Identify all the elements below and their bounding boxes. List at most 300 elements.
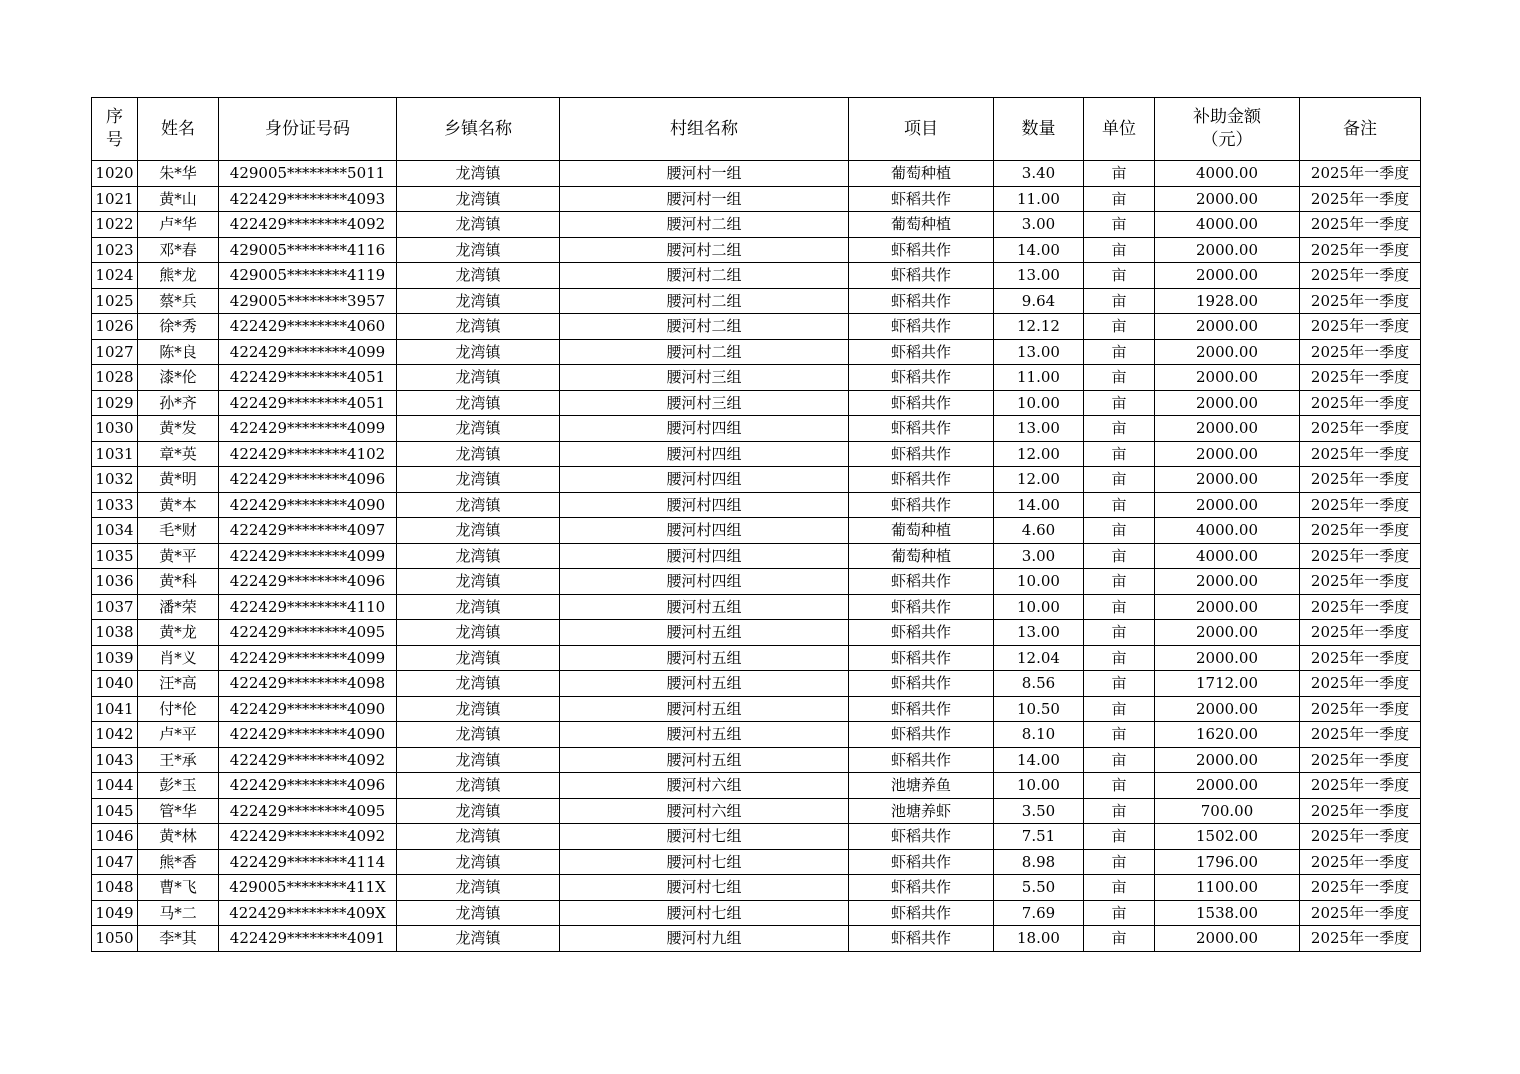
cell-village: 腰河村二组 [560, 237, 849, 263]
cell-remark: 2025年一季度 [1300, 212, 1421, 238]
cell-unit: 亩 [1084, 849, 1155, 875]
cell-project: 虾稻共作 [849, 824, 994, 850]
cell-id-number: 422429********4099 [219, 543, 397, 569]
table-row [92, 288, 1421, 314]
cell-seq: 1038 [92, 620, 138, 646]
table-row [92, 237, 1421, 263]
cell-project: 虾稻共作 [849, 339, 994, 365]
cell-id-number: 422429********4096 [219, 773, 397, 799]
cell-quantity: 3.40 [994, 161, 1084, 187]
cell-amount: 2000.00 [1155, 441, 1300, 467]
cell-quantity: 4.60 [994, 518, 1084, 544]
cell-amount: 2000.00 [1155, 339, 1300, 365]
cell-project: 葡萄种植 [849, 518, 994, 544]
cell-seq: 1028 [92, 365, 138, 391]
cell-town: 龙湾镇 [397, 569, 560, 595]
table-row [92, 773, 1421, 799]
subsidy-table [91, 97, 1421, 952]
cell-unit: 亩 [1084, 900, 1155, 926]
cell-village: 腰河村五组 [560, 696, 849, 722]
cell-remark: 2025年一季度 [1300, 288, 1421, 314]
cell-amount: 2000.00 [1155, 314, 1300, 340]
table-row [92, 339, 1421, 365]
table-row [92, 722, 1421, 748]
cell-seq: 1029 [92, 390, 138, 416]
cell-project: 虾稻共作 [849, 186, 994, 212]
cell-name: 李*其 [138, 926, 219, 952]
table-row [92, 212, 1421, 238]
cell-quantity: 11.00 [994, 365, 1084, 391]
table-row [92, 441, 1421, 467]
cell-town: 龙湾镇 [397, 467, 560, 493]
cell-unit: 亩 [1084, 671, 1155, 697]
cell-amount: 2000.00 [1155, 365, 1300, 391]
cell-amount: 2000.00 [1155, 263, 1300, 289]
cell-quantity: 10.50 [994, 696, 1084, 722]
cell-unit: 亩 [1084, 161, 1155, 187]
header-quantity: 数量 [994, 98, 1084, 161]
cell-seq: 1025 [92, 288, 138, 314]
table-row [92, 798, 1421, 824]
cell-seq: 1026 [92, 314, 138, 340]
cell-unit: 亩 [1084, 263, 1155, 289]
cell-unit: 亩 [1084, 824, 1155, 850]
cell-town: 龙湾镇 [397, 824, 560, 850]
cell-unit: 亩 [1084, 467, 1155, 493]
cell-id-number: 422429********4097 [219, 518, 397, 544]
cell-remark: 2025年一季度 [1300, 671, 1421, 697]
cell-village: 腰河村二组 [560, 339, 849, 365]
cell-name: 熊*香 [138, 849, 219, 875]
cell-id-number: 422429********4099 [219, 339, 397, 365]
cell-quantity: 12.04 [994, 645, 1084, 671]
cell-remark: 2025年一季度 [1300, 900, 1421, 926]
cell-id-number: 422429********4060 [219, 314, 397, 340]
cell-remark: 2025年一季度 [1300, 594, 1421, 620]
cell-seq: 1042 [92, 722, 138, 748]
cell-unit: 亩 [1084, 747, 1155, 773]
cell-town: 龙湾镇 [397, 849, 560, 875]
cell-name: 曹*飞 [138, 875, 219, 901]
cell-id-number: 422429********4099 [219, 645, 397, 671]
cell-quantity: 8.56 [994, 671, 1084, 697]
cell-id-number: 422429********409X [219, 900, 397, 926]
header-seq-line2: 号 [106, 130, 123, 150]
table-row [92, 263, 1421, 289]
cell-village: 腰河村四组 [560, 518, 849, 544]
cell-amount: 1100.00 [1155, 875, 1300, 901]
cell-amount: 1796.00 [1155, 849, 1300, 875]
cell-id-number: 422429********4090 [219, 696, 397, 722]
cell-seq: 1023 [92, 237, 138, 263]
cell-quantity: 7.51 [994, 824, 1084, 850]
cell-seq: 1047 [92, 849, 138, 875]
cell-town: 龙湾镇 [397, 594, 560, 620]
cell-amount: 2000.00 [1155, 492, 1300, 518]
table-row [92, 390, 1421, 416]
cell-quantity: 10.00 [994, 569, 1084, 595]
cell-name: 徐*秀 [138, 314, 219, 340]
cell-village: 腰河村五组 [560, 671, 849, 697]
cell-amount: 2000.00 [1155, 594, 1300, 620]
cell-town: 龙湾镇 [397, 722, 560, 748]
cell-town: 龙湾镇 [397, 186, 560, 212]
cell-town: 龙湾镇 [397, 288, 560, 314]
cell-name: 黄*科 [138, 569, 219, 595]
cell-amount: 4000.00 [1155, 212, 1300, 238]
cell-village: 腰河村一组 [560, 186, 849, 212]
cell-project: 葡萄种植 [849, 212, 994, 238]
cell-name: 黄*龙 [138, 620, 219, 646]
cell-id-number: 422429********4090 [219, 492, 397, 518]
cell-unit: 亩 [1084, 594, 1155, 620]
cell-unit: 亩 [1084, 416, 1155, 442]
cell-amount: 2000.00 [1155, 747, 1300, 773]
table-row [92, 492, 1421, 518]
cell-project: 虾稻共作 [849, 492, 994, 518]
cell-unit: 亩 [1084, 339, 1155, 365]
cell-project: 虾稻共作 [849, 875, 994, 901]
cell-remark: 2025年一季度 [1300, 773, 1421, 799]
cell-unit: 亩 [1084, 186, 1155, 212]
cell-project: 虾稻共作 [849, 645, 994, 671]
cell-remark: 2025年一季度 [1300, 161, 1421, 187]
header-project: 项目 [849, 98, 994, 161]
cell-remark: 2025年一季度 [1300, 314, 1421, 340]
cell-town: 龙湾镇 [397, 543, 560, 569]
cell-quantity: 5.50 [994, 875, 1084, 901]
cell-name: 毛*财 [138, 518, 219, 544]
cell-project: 虾稻共作 [849, 900, 994, 926]
cell-remark: 2025年一季度 [1300, 620, 1421, 646]
cell-project: 虾稻共作 [849, 671, 994, 697]
cell-quantity: 14.00 [994, 747, 1084, 773]
cell-remark: 2025年一季度 [1300, 467, 1421, 493]
cell-town: 龙湾镇 [397, 212, 560, 238]
cell-seq: 1050 [92, 926, 138, 952]
cell-project: 虾稻共作 [849, 569, 994, 595]
cell-project: 葡萄种植 [849, 161, 994, 187]
header-village: 村组名称 [560, 98, 849, 161]
cell-project: 葡萄种植 [849, 543, 994, 569]
cell-town: 龙湾镇 [397, 900, 560, 926]
cell-village: 腰河村二组 [560, 314, 849, 340]
cell-unit: 亩 [1084, 212, 1155, 238]
cell-name: 付*伦 [138, 696, 219, 722]
header-amount-line2: （元） [1201, 130, 1253, 150]
cell-quantity: 3.00 [994, 212, 1084, 238]
cell-quantity: 12.12 [994, 314, 1084, 340]
cell-village: 腰河村五组 [560, 620, 849, 646]
cell-amount: 1502.00 [1155, 824, 1300, 850]
cell-town: 龙湾镇 [397, 696, 560, 722]
cell-village: 腰河村二组 [560, 288, 849, 314]
cell-id-number: 422429********4096 [219, 467, 397, 493]
cell-remark: 2025年一季度 [1300, 518, 1421, 544]
cell-name: 邓*春 [138, 237, 219, 263]
cell-name: 章*英 [138, 441, 219, 467]
cell-town: 龙湾镇 [397, 339, 560, 365]
cell-quantity: 11.00 [994, 186, 1084, 212]
cell-project: 虾稻共作 [849, 594, 994, 620]
table-row [92, 875, 1421, 901]
cell-unit: 亩 [1084, 518, 1155, 544]
cell-unit: 亩 [1084, 722, 1155, 748]
cell-name: 彭*玉 [138, 773, 219, 799]
cell-amount: 2000.00 [1155, 773, 1300, 799]
cell-amount: 4000.00 [1155, 518, 1300, 544]
cell-town: 龙湾镇 [397, 441, 560, 467]
cell-amount: 2000.00 [1155, 390, 1300, 416]
cell-unit: 亩 [1084, 696, 1155, 722]
cell-village: 腰河村三组 [560, 390, 849, 416]
table-row [92, 467, 1421, 493]
cell-town: 龙湾镇 [397, 773, 560, 799]
cell-id-number: 429005********3957 [219, 288, 397, 314]
cell-amount: 2000.00 [1155, 237, 1300, 263]
cell-quantity: 3.00 [994, 543, 1084, 569]
cell-village: 腰河村七组 [560, 824, 849, 850]
cell-remark: 2025年一季度 [1300, 237, 1421, 263]
cell-project: 池塘养鱼 [849, 773, 994, 799]
header-unit: 单位 [1084, 98, 1155, 161]
table-row [92, 645, 1421, 671]
cell-town: 龙湾镇 [397, 416, 560, 442]
cell-unit: 亩 [1084, 645, 1155, 671]
cell-village: 腰河村七组 [560, 875, 849, 901]
cell-town: 龙湾镇 [397, 747, 560, 773]
header-name: 姓名 [138, 98, 219, 161]
cell-name: 黄*平 [138, 543, 219, 569]
cell-project: 虾稻共作 [849, 263, 994, 289]
cell-unit: 亩 [1084, 926, 1155, 952]
cell-name: 漆*伦 [138, 365, 219, 391]
cell-unit: 亩 [1084, 441, 1155, 467]
cell-id-number: 429005********5011 [219, 161, 397, 187]
cell-name: 黄*林 [138, 824, 219, 850]
cell-seq: 1020 [92, 161, 138, 187]
cell-town: 龙湾镇 [397, 875, 560, 901]
cell-seq: 1027 [92, 339, 138, 365]
cell-name: 熊*龙 [138, 263, 219, 289]
table-row [92, 620, 1421, 646]
cell-name: 黄*明 [138, 467, 219, 493]
cell-name: 黄*本 [138, 492, 219, 518]
cell-amount: 2000.00 [1155, 696, 1300, 722]
cell-quantity: 14.00 [994, 492, 1084, 518]
cell-amount: 2000.00 [1155, 620, 1300, 646]
cell-id-number: 422429********4093 [219, 186, 397, 212]
cell-quantity: 10.00 [994, 594, 1084, 620]
table-row [92, 314, 1421, 340]
cell-project: 虾稻共作 [849, 365, 994, 391]
cell-village: 腰河村五组 [560, 747, 849, 773]
cell-town: 龙湾镇 [397, 263, 560, 289]
cell-remark: 2025年一季度 [1300, 747, 1421, 773]
cell-id-number: 422429********4095 [219, 798, 397, 824]
cell-remark: 2025年一季度 [1300, 186, 1421, 212]
cell-quantity: 12.00 [994, 467, 1084, 493]
cell-remark: 2025年一季度 [1300, 645, 1421, 671]
cell-project: 虾稻共作 [849, 314, 994, 340]
cell-village: 腰河村七组 [560, 900, 849, 926]
cell-unit: 亩 [1084, 288, 1155, 314]
cell-quantity: 7.69 [994, 900, 1084, 926]
cell-village: 腰河村四组 [560, 441, 849, 467]
cell-project: 虾稻共作 [849, 467, 994, 493]
cell-remark: 2025年一季度 [1300, 365, 1421, 391]
cell-seq: 1046 [92, 824, 138, 850]
cell-unit: 亩 [1084, 620, 1155, 646]
cell-id-number: 422429********4110 [219, 594, 397, 620]
cell-quantity: 13.00 [994, 620, 1084, 646]
header-id-number: 身份证号码 [219, 98, 397, 161]
cell-unit: 亩 [1084, 237, 1155, 263]
cell-quantity: 8.10 [994, 722, 1084, 748]
cell-remark: 2025年一季度 [1300, 263, 1421, 289]
header-remark: 备注 [1300, 98, 1421, 161]
cell-quantity: 13.00 [994, 263, 1084, 289]
cell-name: 朱*华 [138, 161, 219, 187]
cell-amount: 4000.00 [1155, 161, 1300, 187]
cell-quantity: 10.00 [994, 390, 1084, 416]
cell-name: 卢*华 [138, 212, 219, 238]
cell-remark: 2025年一季度 [1300, 492, 1421, 518]
cell-village: 腰河村五组 [560, 645, 849, 671]
cell-amount: 2000.00 [1155, 186, 1300, 212]
cell-village: 腰河村四组 [560, 569, 849, 595]
cell-name: 蔡*兵 [138, 288, 219, 314]
cell-project: 虾稻共作 [849, 696, 994, 722]
cell-unit: 亩 [1084, 798, 1155, 824]
cell-remark: 2025年一季度 [1300, 875, 1421, 901]
cell-unit: 亩 [1084, 569, 1155, 595]
cell-id-number: 429005********411X [219, 875, 397, 901]
header-row [92, 98, 1421, 161]
cell-quantity: 8.98 [994, 849, 1084, 875]
cell-village: 腰河村二组 [560, 263, 849, 289]
cell-village: 腰河村七组 [560, 849, 849, 875]
cell-amount: 2000.00 [1155, 926, 1300, 952]
cell-name: 汪*高 [138, 671, 219, 697]
cell-quantity: 9.64 [994, 288, 1084, 314]
cell-remark: 2025年一季度 [1300, 569, 1421, 595]
cell-seq: 1043 [92, 747, 138, 773]
cell-remark: 2025年一季度 [1300, 339, 1421, 365]
cell-town: 龙湾镇 [397, 926, 560, 952]
cell-remark: 2025年一季度 [1300, 798, 1421, 824]
table-row [92, 365, 1421, 391]
cell-remark: 2025年一季度 [1300, 722, 1421, 748]
cell-id-number: 422429********4092 [219, 212, 397, 238]
cell-remark: 2025年一季度 [1300, 441, 1421, 467]
cell-town: 龙湾镇 [397, 237, 560, 263]
cell-unit: 亩 [1084, 365, 1155, 391]
cell-seq: 1036 [92, 569, 138, 595]
cell-amount: 1538.00 [1155, 900, 1300, 926]
cell-seq: 1031 [92, 441, 138, 467]
cell-id-number: 422429********4051 [219, 390, 397, 416]
cell-id-number: 422429********4096 [219, 569, 397, 595]
header-seq-line1: 序 [106, 107, 123, 127]
cell-seq: 1030 [92, 416, 138, 442]
cell-remark: 2025年一季度 [1300, 849, 1421, 875]
cell-name: 肖*义 [138, 645, 219, 671]
cell-project: 虾稻共作 [849, 237, 994, 263]
cell-town: 龙湾镇 [397, 671, 560, 697]
cell-name: 孙*齐 [138, 390, 219, 416]
cell-amount: 2000.00 [1155, 416, 1300, 442]
table-row [92, 900, 1421, 926]
cell-project: 虾稻共作 [849, 416, 994, 442]
cell-quantity: 13.00 [994, 416, 1084, 442]
cell-town: 龙湾镇 [397, 365, 560, 391]
cell-project: 虾稻共作 [849, 926, 994, 952]
cell-remark: 2025年一季度 [1300, 824, 1421, 850]
cell-remark: 2025年一季度 [1300, 926, 1421, 952]
header-seq [92, 98, 138, 161]
cell-id-number: 422429********4092 [219, 747, 397, 773]
table-row [92, 849, 1421, 875]
cell-seq: 1040 [92, 671, 138, 697]
cell-village: 腰河村五组 [560, 594, 849, 620]
cell-name: 马*二 [138, 900, 219, 926]
cell-remark: 2025年一季度 [1300, 543, 1421, 569]
table-row [92, 186, 1421, 212]
cell-id-number: 422429********4090 [219, 722, 397, 748]
cell-town: 龙湾镇 [397, 161, 560, 187]
cell-amount: 2000.00 [1155, 569, 1300, 595]
table-row [92, 926, 1421, 952]
cell-seq: 1021 [92, 186, 138, 212]
cell-seq: 1024 [92, 263, 138, 289]
cell-unit: 亩 [1084, 773, 1155, 799]
cell-village: 腰河村二组 [560, 212, 849, 238]
cell-seq: 1044 [92, 773, 138, 799]
cell-village: 腰河村一组 [560, 161, 849, 187]
cell-id-number: 422429********4114 [219, 849, 397, 875]
cell-town: 龙湾镇 [397, 314, 560, 340]
cell-project: 虾稻共作 [849, 722, 994, 748]
cell-remark: 2025年一季度 [1300, 696, 1421, 722]
cell-quantity: 3.50 [994, 798, 1084, 824]
cell-seq: 1034 [92, 518, 138, 544]
cell-quantity: 10.00 [994, 773, 1084, 799]
cell-id-number: 422429********4095 [219, 620, 397, 646]
table-row [92, 747, 1421, 773]
cell-project: 虾稻共作 [849, 288, 994, 314]
cell-village: 腰河村六组 [560, 798, 849, 824]
cell-town: 龙湾镇 [397, 798, 560, 824]
cell-unit: 亩 [1084, 543, 1155, 569]
table-body [92, 161, 1421, 952]
cell-unit: 亩 [1084, 390, 1155, 416]
cell-amount: 2000.00 [1155, 645, 1300, 671]
cell-seq: 1035 [92, 543, 138, 569]
cell-seq: 1048 [92, 875, 138, 901]
cell-unit: 亩 [1084, 492, 1155, 518]
table-row [92, 824, 1421, 850]
cell-unit: 亩 [1084, 314, 1155, 340]
cell-name: 潘*荣 [138, 594, 219, 620]
cell-unit: 亩 [1084, 875, 1155, 901]
cell-name: 管*华 [138, 798, 219, 824]
table-row [92, 518, 1421, 544]
cell-remark: 2025年一季度 [1300, 416, 1421, 442]
table-row [92, 696, 1421, 722]
cell-seq: 1033 [92, 492, 138, 518]
cell-quantity: 14.00 [994, 237, 1084, 263]
